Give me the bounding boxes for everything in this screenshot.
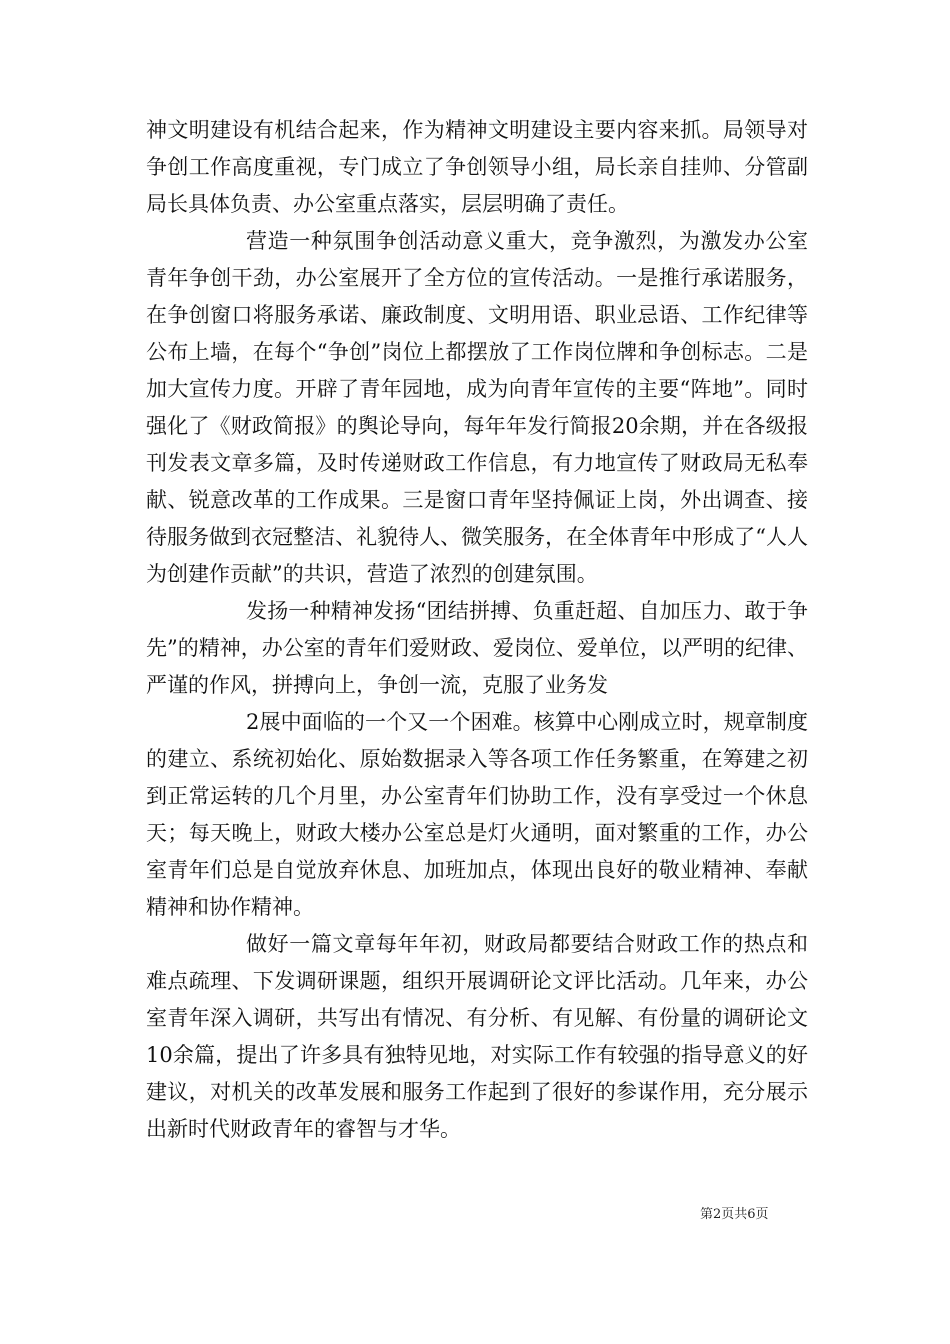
page-number-footer: 第2页共6页 [700,1207,769,1222]
document-body [146,112,808,1148]
paragraph: 2展中面临的一个又一个困难。核算中心刚成立时，规章制度的建立、系统初始化、原始数据录入等各项工作任务繁重，在筹建之初到正常运转的几个月里，办公室青年们协助工作，没有享受过一个休息天；每天晚上，财政大楼办公室总是灯火通明，面对繁重的工作，办公室青年们总是自觉放弃休息、加班加点，体现出良好的敬业精神、奉献精神和协作精神。 [146,710,808,919]
paragraph: 神文明建设有机结合起来，作为精神文明建设主要内容来抓。局领导对争创工作高度重视，专门成立了争创领导小组，局长亲自挂帅、分管副局长具体负责、办公室重点落实，层层明确了责任。 [146,118,808,216]
paragraph: 发扬一种精神发扬“团结拼搏、负重赶超、自加压力、敢于争先”的精神，办公室的青年们爱财政、爱岗位、爱单位，以严明的纪律、严谨的作风，拼搏向上，争创一流，克服了业务发 [146,599,808,697]
paragraph: 做好一篇文章每年年初，财政局都要结合财政工作的热点和难点疏理、下发调研课题，组织开展调研论文评比活动。几年来，办公室青年深入调研，共写出有情况、有分析、有见解、有份量的调研论文10余篇，提出了许多具有独特见地，对实际工作有较强的指导意义的好建议，对机关的改革发展和服务工作起到了很好的参谋作用，充分展示出新时代财政青年的睿智与才华。 [146,932,808,1141]
paragraph: 营造一种氛围争创活动意义重大，竞争激烈，为激发办公室青年争创干劲，办公室展开了全方位的宣传活动。一是推行承诺服务，在争创窗口将服务承诺、廉政制度、文明用语、职业忌语、工作纪律等公布上墙，在每个“争创”岗位上都摆放了工作岗位牌和争创标志。二是加大宣传力度。开辟了青年园地，成为向青年宣传的主要“阵地”。同时强化了《财政简报》的舆论导向，每年年发行简报20余期，并在各级报刊发表文章多篇，及时传递财政工作信息，有力地宣传了财政局无私奉献、锐意改革的工作成果。三是窗口青年坚持佩证上岗，外出调查、接待服务做到衣冠整洁、礼貌待人、微笑服务，在全体青年中形成了“人人为创建作贡献”的共识，营造了浓烈的创建氛围。 [146,229,808,586]
